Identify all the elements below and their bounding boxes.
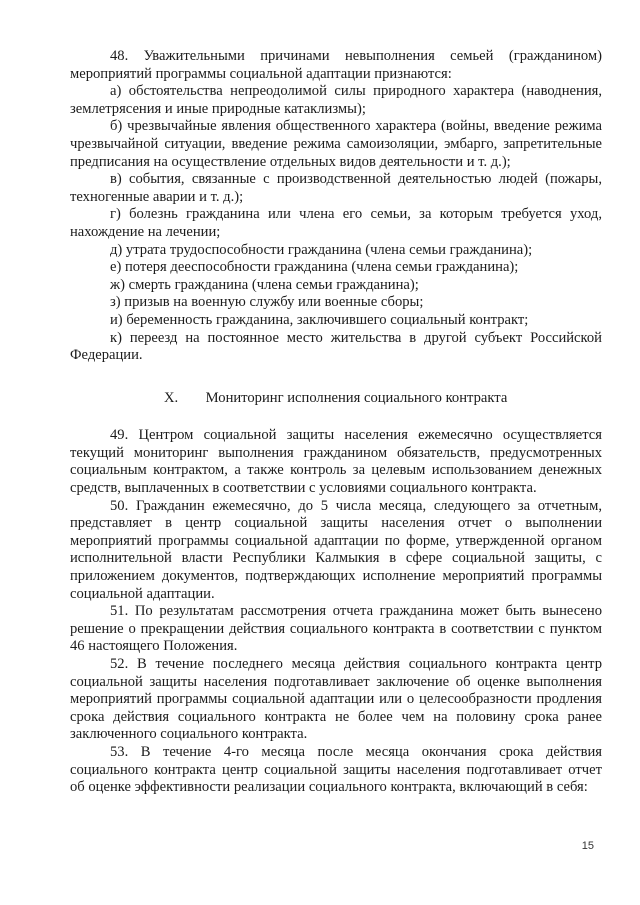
- list-item-i: и) беременность гражданина, заключившего социальный контракт;: [110, 311, 529, 328]
- paragraph-48-intro: 48. Уважительными причинами невыполнения семьей (гражданином) мероприятий программы социальной адаптации признаются:: [70, 48, 602, 82]
- section-title: Мониторинг исполнения социального контракта: [205, 389, 508, 406]
- list-item-z: з) призыв на военную службу или военные сборы;: [110, 294, 424, 311]
- list-item-g: г) болезнь гражданина или члена его семьи, за которым требуется уход, нахождение на лечении;: [70, 206, 602, 240]
- paragraph-51: 51. По результатам рассмотрения отчета гражданина может быть вынесено решение о прекращении действия социального контракта в соответствии с пунктом 46 настоящего Положения.: [70, 603, 602, 655]
- section-heading: [70, 390, 602, 408]
- list-item-e: е) потеря дееспособности гражданина (члена семьи гражданина);: [110, 259, 519, 276]
- paragraph-50: 50. Гражданин ежемесячно, до 5 числа месяца, следующего за отчетным, представляет в центр социальной защиты населения отчет о выполнении мероприятий программы социальной адаптации по форме, утвержденной органом исполнительной власти Республики Калмыкия в сфере социальной защиты, с приложением документов, подтверждающих исполнение мероприятий программы социальной адаптации.: [70, 497, 602, 602]
- list-item-k: к) переезд на постоянное место жительства в другой субъект Российской Федерации.: [70, 329, 602, 364]
- page-number: 15: [581, 840, 594, 852]
- list-item-d: д) утрата трудоспособности гражданина (члена семьи гражданина);: [110, 241, 533, 258]
- list-item-v: в) события, связанные с производственной деятельностью людей (пожары, техногенные аварии и т. д.);: [70, 171, 602, 205]
- list-item-zh: ж) смерть гражданина (члена семьи гражданина);: [110, 276, 419, 293]
- paragraph-49: 49. Центром социальной защиты населения ежемесячно осуществляется текущий мониторинг выполнения гражданином обязательств, предусмотренных социальным контрактом, а также контроль за целевым использованием денежных средств, выплаченных в соответствии с условиями социального контракта.: [70, 427, 602, 497]
- section-number: X.: [164, 389, 179, 406]
- list-item-a: а) обстоятельства непреодолимой силы природного характера (наводнения, землетрясения и иные природные катаклизмы);: [70, 83, 602, 117]
- paragraph-52: 52. В течение последнего месяца действия социального контракта центр социальной защиты населения подготавливает заключение об оценке выполнения мероприятий программы социальной адаптации или о целесообразности продления срока действия социального контракта не более чем на половину срока ранее заключенного социального контракта.: [70, 656, 602, 743]
- list-item-b: б) чрезвычайные явления общественного характера (войны, введение режима чрезвычайной ситуации, введение режима самоизоляции, эмбарго, запретительные предписания на осуществление отдельных видов деятельности и т. д.);: [70, 118, 602, 170]
- paragraph-53: 53. В течение 4-го месяца после месяца окончания срока действия социального контракта центр социальной защиты населения подготавливает отчет об оценке эффективности реализации социального контракта, включающий в себя:: [70, 743, 602, 796]
